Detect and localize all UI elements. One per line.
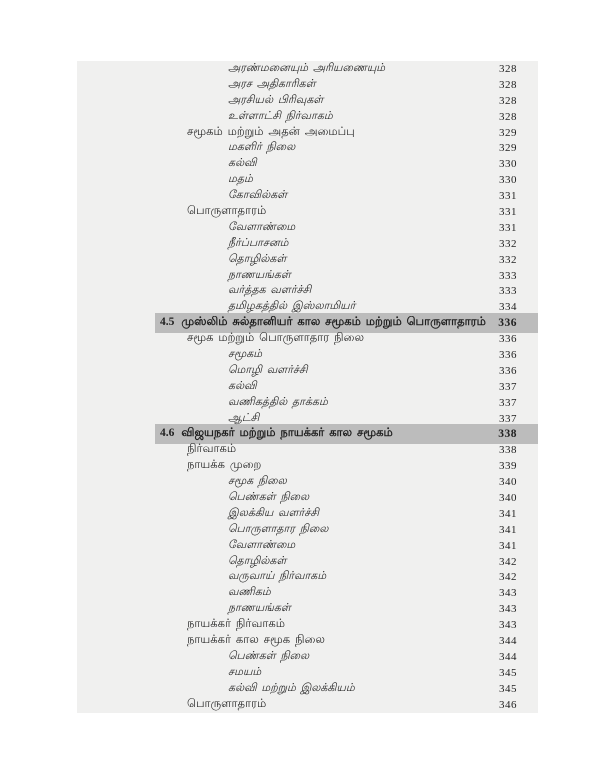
toc-entry-label: நீர்ப்பாசனம் (228, 236, 289, 249)
toc-entry (77, 173, 489, 187)
toc-entry (77, 237, 489, 251)
toc-entry-label: வர்த்தக வளர்ச்சி (228, 284, 312, 297)
toc-entry (77, 284, 489, 298)
toc-entry (77, 253, 489, 267)
toc-row (77, 411, 538, 427)
toc-row (77, 140, 538, 156)
toc-row (77, 601, 538, 617)
toc-entry-page: 338 (498, 428, 517, 441)
toc-entry-page: 328 (499, 78, 517, 91)
toc-entry-label: அரசியல் பிரிவுகள் (228, 93, 324, 106)
toc-entry (77, 650, 489, 664)
toc-entry (77, 269, 489, 283)
toc-entry-label: நாணயங்கள் (228, 602, 291, 615)
toc-row (77, 93, 538, 109)
toc-entry-page: 341 (499, 523, 517, 536)
toc-entry (77, 62, 489, 76)
toc-entry (77, 507, 489, 521)
toc-row (77, 125, 538, 141)
toc-entry (77, 443, 489, 457)
toc-entry-label: கல்வி (228, 379, 257, 392)
toc-entry-label: வணிகத்தில் தாக்கம் (228, 395, 328, 408)
toc-entry (77, 539, 489, 553)
toc-entry-page: 331 (499, 221, 517, 234)
toc-entry (77, 586, 489, 600)
toc-entry-page: 342 (499, 555, 517, 568)
toc-entry (77, 332, 489, 346)
toc-entry-page: 343 (499, 587, 517, 600)
toc-entry (77, 570, 489, 584)
toc-row (77, 522, 538, 538)
toc-entry (77, 126, 489, 140)
toc-entry-label: இலக்கிய வளர்ச்சி (228, 506, 319, 519)
toc-entry-label: முஸ்லிம் சுல்தானியர் கால சமூகம் மற்றும் பொருளாதாரம் (181, 316, 486, 329)
toc-entry-label: மதம் (228, 173, 253, 186)
toc-entry-label: மொழி வளர்ச்சி (228, 363, 308, 376)
toc-entry (77, 316, 489, 330)
toc-entry-page: 337 (499, 396, 517, 409)
toc-entry-page: 330 (499, 158, 517, 171)
toc-row (77, 649, 538, 665)
toc-row (77, 570, 538, 586)
toc-row (77, 458, 538, 474)
toc-entry-page: 336 (499, 348, 517, 361)
toc-entry (77, 364, 489, 378)
toc-entry (77, 189, 489, 203)
toc-entry (77, 141, 489, 155)
toc-entry-label: பொருளாதார நிலை (228, 522, 329, 535)
toc-entry-label: நாயக்க முறை (187, 459, 262, 472)
toc-entry-label: பொருளாதாரம் (187, 697, 267, 710)
toc-row (77, 490, 538, 506)
toc-row (77, 109, 538, 125)
toc-entry-page: 345 (499, 682, 517, 695)
toc-entry-page: 328 (499, 110, 517, 123)
toc-entry (77, 412, 489, 426)
toc-entry-page: 331 (499, 205, 517, 218)
toc-entry (77, 205, 489, 219)
toc-entry-label: நாயக்கர் கால சமூக நிலை (187, 634, 325, 646)
toc-entry (77, 396, 489, 410)
toc-entry-page: 344 (499, 635, 517, 647)
toc-entry-page: 333 (499, 285, 517, 298)
toc-entry-page: 343 (499, 603, 517, 616)
toc-row (77, 299, 538, 315)
toc-entry-page: 329 (499, 126, 517, 139)
toc-entry-page: 339 (499, 460, 517, 473)
toc-row (77, 61, 538, 77)
toc-entry (77, 157, 489, 171)
toc-entry-label: உள்ளாட்சி நிர்வாகம் (228, 109, 333, 122)
toc-entry-page: 333 (499, 269, 517, 282)
toc-entry-page: 336 (499, 364, 517, 377)
toc-entry (77, 523, 489, 537)
toc-entry-page: 330 (499, 174, 517, 187)
toc-entry-page: 332 (499, 253, 517, 266)
toc-row (77, 172, 538, 188)
toc-entry-label: சமூக மற்றும் பொருளாதார நிலை (187, 332, 364, 345)
toc-row (77, 681, 538, 697)
toc-row (77, 442, 538, 458)
toc-entry (77, 475, 489, 489)
toc-row (77, 665, 538, 681)
toc-entry-label: சமூக நிலை (228, 475, 287, 488)
toc-entry-label: அரண்மனையும் அரியணையும் (228, 61, 386, 74)
toc-entry-page: 336 (499, 333, 517, 346)
section-number: 4.5 (160, 316, 175, 329)
toc-entry (77, 459, 489, 473)
toc-row (77, 156, 538, 172)
toc-entry-page: 344 (499, 650, 517, 663)
toc-entry (77, 555, 489, 569)
toc-entry-label: நாணயங்கள் (228, 268, 291, 281)
toc-entry-page: 328 (499, 62, 517, 75)
toc-row (77, 268, 538, 284)
toc-entry-label: வேளாண்மை (228, 538, 296, 551)
toc-row (77, 363, 538, 379)
toc-entry (77, 110, 489, 124)
toc-entry-page: 337 (499, 412, 517, 425)
toc-entry-label: பெண்கள் நிலை (228, 490, 310, 503)
toc-entry-page: 341 (499, 539, 517, 552)
toc-entry-label: வேளாண்மை (228, 220, 296, 233)
toc-entry (77, 618, 489, 632)
toc-entry (77, 666, 489, 680)
toc-entry (77, 94, 489, 108)
toc-row (77, 585, 538, 601)
toc-entry (77, 427, 489, 441)
toc-entry (77, 682, 489, 696)
toc-entry-label: தொழில்கள் (228, 252, 287, 265)
toc-row (77, 379, 538, 395)
toc-row (77, 188, 538, 204)
toc-row (77, 331, 538, 347)
toc-entry-page: 340 (499, 491, 517, 504)
toc-row (77, 204, 538, 220)
toc-entry (77, 300, 489, 314)
toc-entry-label: நாயக்கர் நிர்வாகம் (187, 618, 285, 631)
toc-entry-page: 332 (499, 237, 517, 250)
toc-entry-label: வணிகம் (228, 586, 271, 599)
toc-entry (77, 78, 489, 92)
toc-entry-page: 342 (499, 571, 517, 584)
toc-row (77, 506, 538, 522)
toc-row (77, 474, 538, 490)
toc-entry-label: நிர்வாகம் (187, 443, 237, 456)
toc-entry-page: 343 (499, 619, 517, 632)
toc-entry-label: தொழில்கள் (228, 554, 287, 567)
toc-entry (77, 602, 489, 616)
toc-row (77, 236, 538, 252)
toc-row (77, 395, 538, 411)
toc-entry-label: ஆட்சி (228, 411, 260, 424)
toc-entry-label: சமூகம் மற்றும் அதன் அமைப்பு (187, 125, 355, 138)
toc-entry (77, 491, 489, 505)
toc-row (77, 617, 538, 633)
toc-entry-page: 341 (499, 507, 517, 520)
toc-row (77, 283, 538, 299)
toc-entry-page: 331 (499, 190, 517, 203)
toc-row (77, 554, 538, 570)
section-number: 4.6 (160, 427, 175, 440)
toc-entry-label: வருவாய் நிர்வாகம் (228, 570, 327, 583)
toc-entry-label: தமிழகத்தில் இஸ்லாமியர் (228, 300, 356, 313)
toc-entry-page: 328 (499, 94, 517, 107)
toc-row (77, 633, 538, 649)
toc-row (77, 77, 538, 93)
toc-entry-label: சமூகம் (228, 347, 263, 360)
toc-entry-label: மகளிர் நிலை (228, 141, 296, 154)
toc-entry (77, 698, 489, 712)
toc-row (77, 315, 538, 331)
toc-entry (77, 634, 489, 648)
toc-entry-label: அரச அதிகாரிகள் (228, 77, 316, 90)
toc-entry (77, 380, 489, 394)
toc-entry-page: 336 (498, 317, 517, 330)
toc-entry-label: பெண்கள் நிலை (228, 649, 310, 662)
toc-entry (77, 221, 489, 235)
toc-entry-label: கல்வி மற்றும் இலக்கியம் (228, 681, 355, 694)
toc-entry-label: சமயம் (228, 665, 262, 678)
page-sheet (77, 61, 538, 713)
toc-row (77, 220, 538, 236)
toc-row (77, 347, 538, 363)
toc-entry-label: பொருளாதாரம் (187, 204, 267, 217)
toc-row (77, 538, 538, 554)
toc-entry-page: 345 (499, 666, 517, 679)
toc-entry-label: கோவில்கள் (228, 189, 288, 202)
toc-entry-page: 346 (499, 698, 517, 711)
toc-entry-page: 334 (499, 301, 517, 314)
toc-entry-page: 340 (499, 476, 517, 489)
toc-row (77, 697, 538, 713)
toc-row (77, 426, 538, 442)
toc-entry-page: 329 (499, 142, 517, 155)
toc-entry-label: விஜயநகர் மற்றும் நாயக்கர் கால சமூகம் (181, 427, 393, 440)
toc-entry-page: 338 (499, 444, 517, 457)
toc-entry-label: கல்வி (228, 157, 257, 170)
toc-row (77, 252, 538, 268)
toc-entry-page: 337 (499, 380, 517, 393)
toc-entry (77, 348, 489, 362)
